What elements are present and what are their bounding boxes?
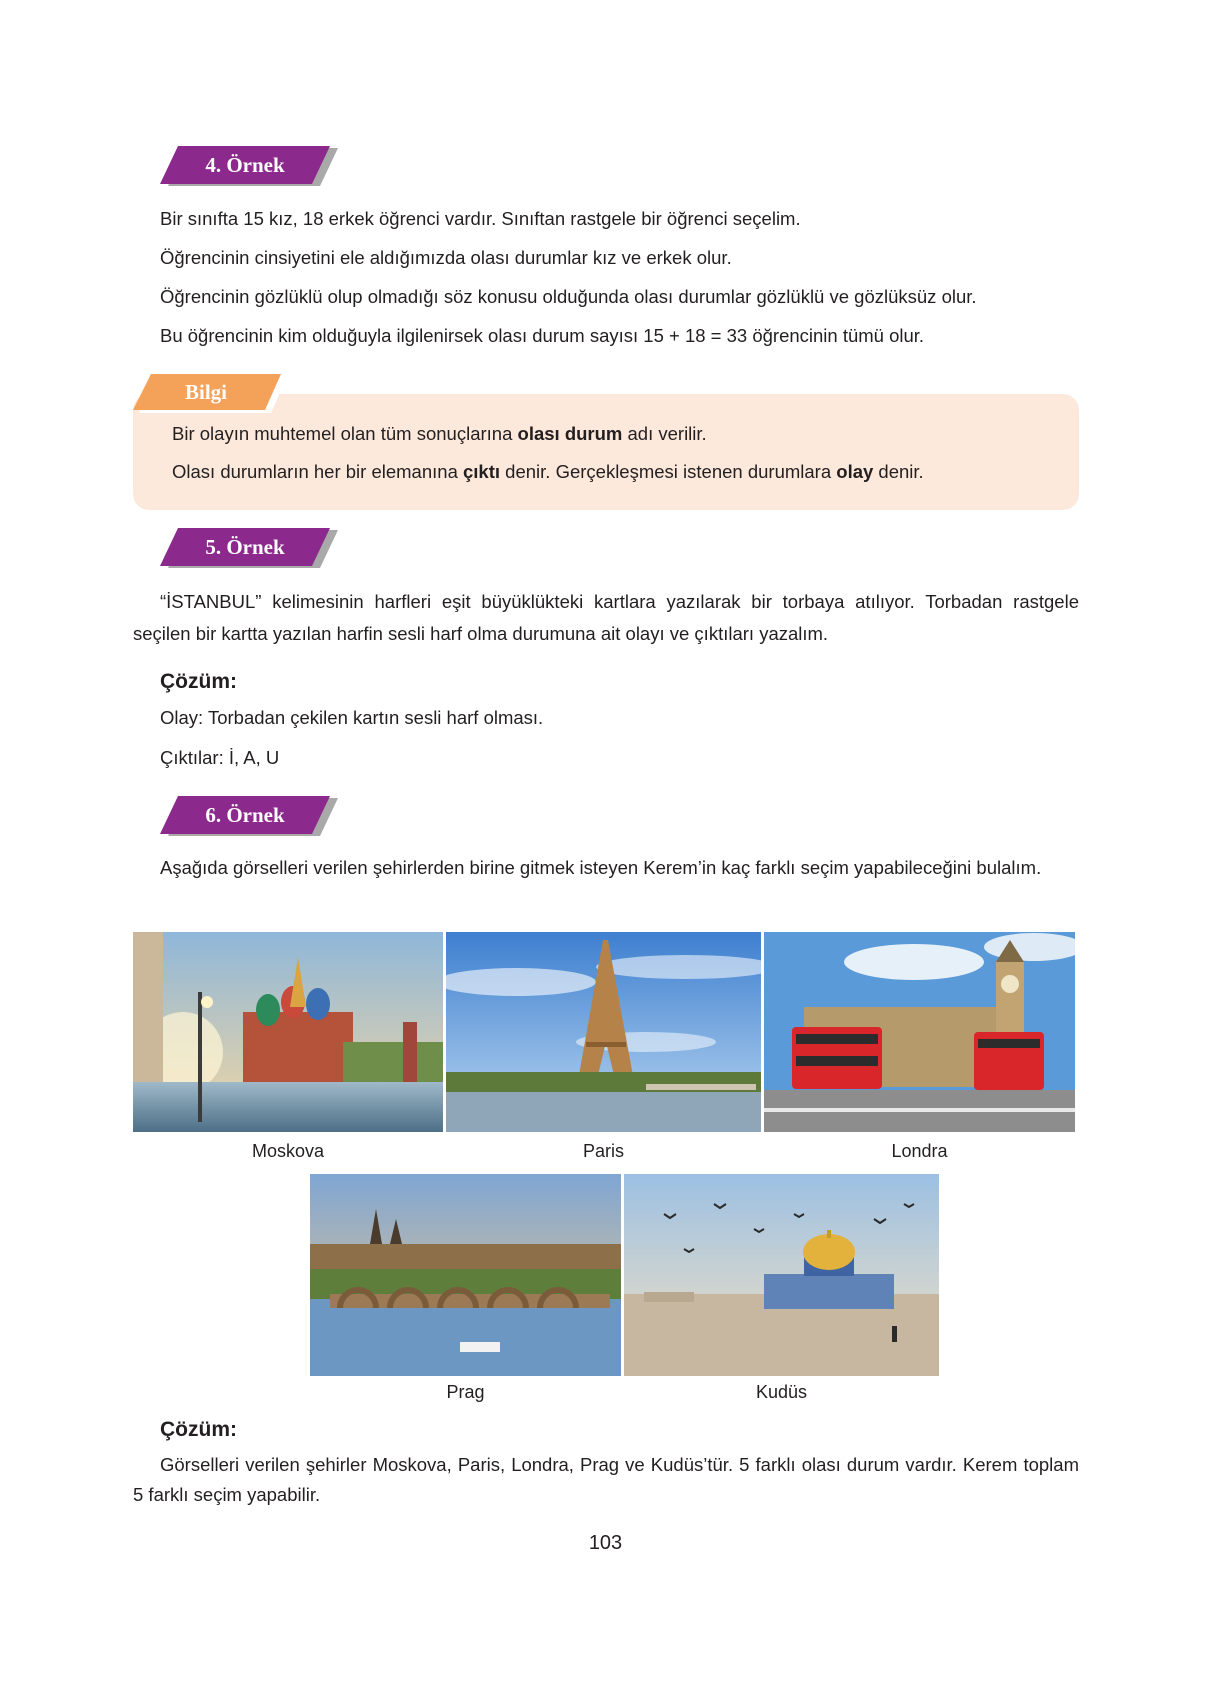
example-6-title: 6. Örnek: [205, 803, 285, 827]
example-4-line-4: Bu öğrencinin kim olduğuyla ilgilenirsek olası durum sayısı 15 + 18 = 33 öğrencinin tümü olur.: [160, 325, 925, 346]
info-text: Bir olayın muhtemel olan tüm sonuçlarına: [172, 423, 518, 444]
info-line-2: [172, 460, 924, 484]
bilgi-title: Bilgi: [184, 380, 227, 404]
photo-moscow: [133, 932, 443, 1132]
info-text: adı verilir.: [622, 423, 707, 444]
info-text: Olası durumların her bir elemanına: [172, 461, 463, 482]
example-5-badge: [160, 528, 330, 566]
info-term-olay: olay: [836, 461, 874, 482]
caption-paris: Paris: [582, 1141, 624, 1161]
example-4-line-1: Bir sınıfta 15 kız, 18 erkek öğrenci vardır. Sınıftan rastgele bir öğrenci seçelim.: [160, 208, 801, 229]
info-term-cikti: çıktı: [463, 461, 501, 482]
solution-line-1: Olay: Torbadan çekilen kartın sesli harf olması.: [160, 707, 544, 728]
caption-kudus: Kudüs: [755, 1382, 808, 1402]
example-4-title: 4. Örnek: [205, 153, 285, 177]
bilgi-badge: [133, 374, 303, 412]
photo-jerusalem: [624, 1174, 939, 1376]
caption-prag: Prag: [446, 1382, 485, 1402]
solution-heading-6: Çözüm:: [160, 1418, 237, 1441]
info-text: denir. Gerçekleşmesi istenen durumlara: [500, 461, 837, 482]
example-6-badge: [160, 796, 330, 834]
example-6-text: Aşağıda görselleri verilen şehirlerden birine gitmek isteyen Kerem’in kaç farklı seçim yapabileceğini bulalım.: [160, 857, 1042, 878]
example-4-badge: [160, 146, 330, 184]
example-4-line-2: Öğrencinin cinsiyetini ele aldığımızda olası durumlar kız ve erkek olur.: [160, 247, 732, 268]
photo-prague: [310, 1174, 621, 1376]
caption-londra: Londra: [891, 1141, 948, 1161]
photo-london: [764, 932, 1075, 1132]
page-number: 103: [588, 1532, 623, 1554]
solution-line-2: Çıktılar: İ, A, U: [160, 747, 280, 768]
example-6-solution-text: Görselleri verilen şehirler Moskova, Paris, Londra, Prag ve Kudüs’tür. 5 farklı olası durum vardır. Kerem toplam 5 farklı seçim yapabilir.: [133, 1454, 1079, 1505]
caption-moskova: Moskova: [251, 1141, 325, 1161]
example-5-text: “İSTANBUL” kelimesinin harfleri eşit büyüklükteki kartlara yazılarak bir torbaya atılıyor. Torbadan rastgele seçilen bir kartta yazılan harfin sesli harf olma durumuna ait olayı ve çıktıları yazalım.: [133, 591, 1079, 644]
photo-paris: [446, 932, 761, 1132]
example-5-title: 5. Örnek: [205, 535, 285, 559]
info-term-olasi-durum: olası durum: [517, 423, 623, 444]
solution-heading: Çözüm:: [160, 670, 237, 693]
example-4-line-3: Öğrencinin gözlüklü olup olmadığı söz konusu olduğunda olası durumlar gözlüklü ve gözlüksüz olur.: [160, 286, 977, 307]
info-text: denir.: [873, 461, 924, 482]
info-line-1: [172, 422, 707, 446]
